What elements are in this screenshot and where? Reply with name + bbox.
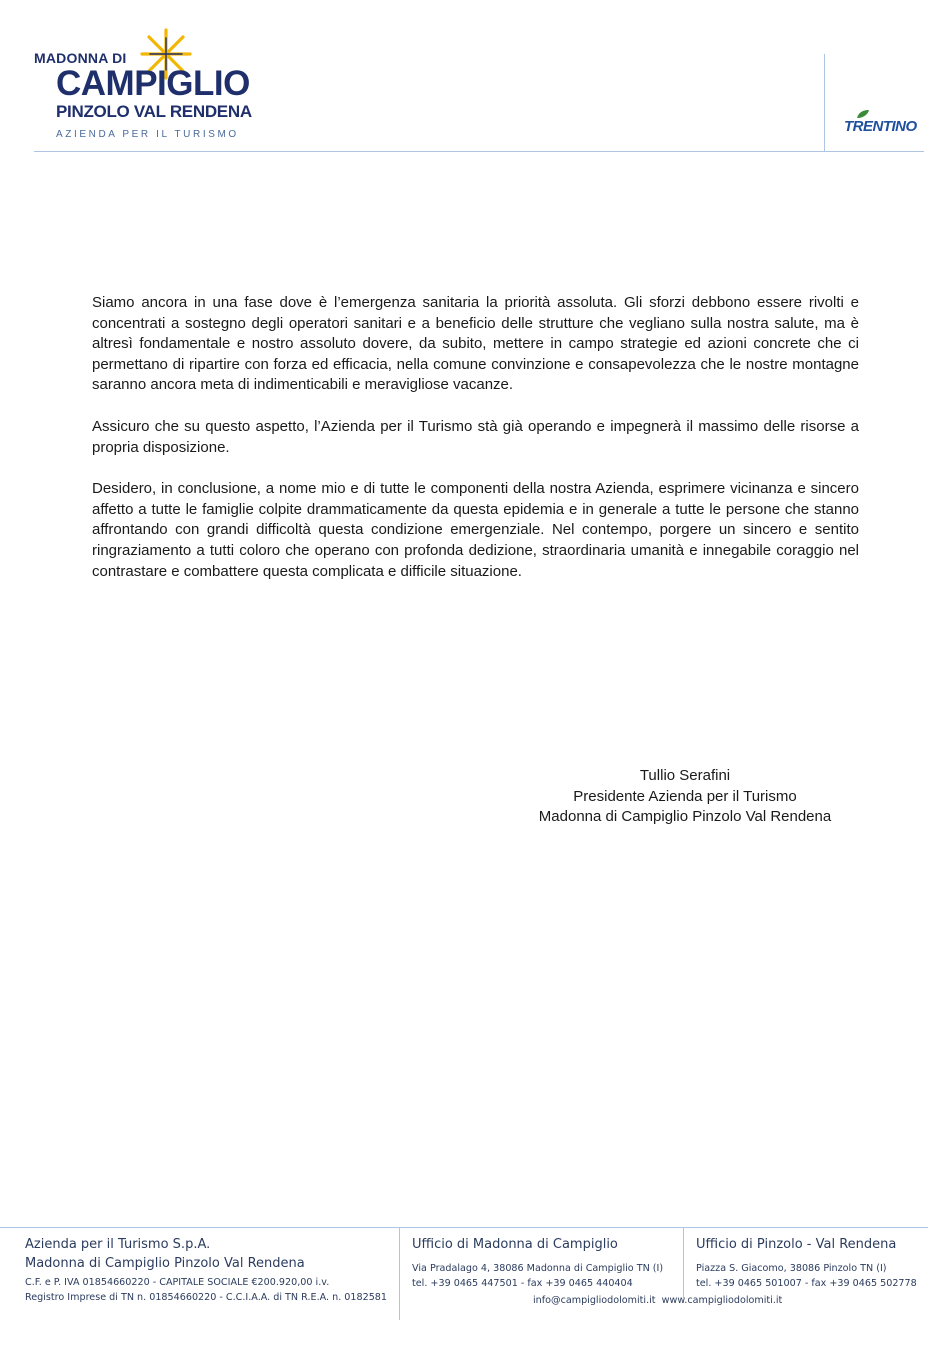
logo-tagline: AZIENDA PER IL TURISMO [56,129,239,140]
footer-office-campiglio [412,1235,663,1291]
logo-line-2: CAMPIGLIO [56,64,250,103]
company-vat: C.F. e P. IVA 01854660220 - CAPITALE SOCIALE €200.920,00 i.v. [25,1277,330,1288]
signature-name: Tullio Serafini [639,767,731,784]
office-campiglio-title: Ufficio di Madonna di Campiglio [412,1237,618,1252]
office-pinzolo-phone: tel. +39 0465 501007 - fax +39 0465 502778 [696,1277,917,1289]
office-pinzolo-title: Ufficio di Pinzolo - Val Rendena [696,1237,897,1252]
logo [34,26,274,146]
paragraph-1: Siamo ancora in una fase dove è l’emergenza sanitaria la priorità assoluta. Gli sforzi debbono essere rivolti e concentrati a sostegno degli operatori sanitari e a beneficio delle strutture che vegliano sulla nostra salute, ma è altresì fondamentale e nostro assoluto dovere, da subito, mettere in campo strategie ed azioni concrete che ci permettano di ripartire con forza ed efficacia, nella comune convinzione e consapevolezza che le nostre montagne saranno ancora meta di indimenticabili e meravigliose vacanze. [92,294,859,394]
signature-org: Madonna di Campiglio Pinzolo Val Rendena [538,808,832,826]
signature-role: Presidente Azienda per il Turismo [573,787,797,805]
header-divider [34,151,924,152]
letter-body [92,293,859,603]
footer-contacts[interactable]: info@campigliodolomiti.it www.campigliodolomiti.it [533,1295,783,1306]
office-campiglio-address: Via Pradalago 4, 38086 Madonna di Campiglio TN (I) [412,1263,664,1274]
company-name: Azienda per il Turismo S.p.A. [25,1237,211,1252]
paragraph-3: Desidero, in conclusione, a nome mio e di tutte le componenti della nostra Azienda, esprimere vicinanza e sincero affetto a tutte le famiglie colpite drammaticamente da questa epidemia e in generale a tutte le persone che stanno affrontando con grandi difficoltà questa condizione emergenziale. Nel contempo, porgere un sincero e sentito ringraziamento a tutti coloro che operano con profonda dedizione, straordinaria umanità e innegabile coraggio nel contrastare e combattere questa complicata e difficile situazione. [92,480,859,580]
logo-line-3: PINZOLO VAL RENDENA [56,102,252,121]
footer-office-pinzolo [696,1235,917,1291]
paragraph-2: Assicuro che su questo aspetto, l’Azienda per il Turismo stà già operando e impegnerà il massimo delle risorse a propria disposizione. [92,417,859,456]
office-pinzolo-address: Piazza S. Giacomo, 38086 Pinzolo TN (I) [696,1263,887,1274]
footer-divider [0,1227,928,1228]
company-registry: Registro Imprese di TN n. 01854660220 - C.C.I.A.A. di TN R.E.A. n. 0182581 [25,1291,388,1303]
footer-column-divider [683,1228,684,1298]
footer-column-divider [399,1228,400,1320]
signature-block [480,766,890,828]
footer-company [25,1235,387,1305]
office-campiglio-phone: tel. +39 0465 447501 - fax +39 0465 440404 [412,1277,633,1289]
header-vertical-divider [824,54,825,152]
company-subtitle: Madonna di Campiglio Pinzolo Val Rendena [25,1256,305,1271]
trentino-logo: TRENTINO [844,118,917,135]
logo-line-1: MADONNA DI [34,50,127,66]
